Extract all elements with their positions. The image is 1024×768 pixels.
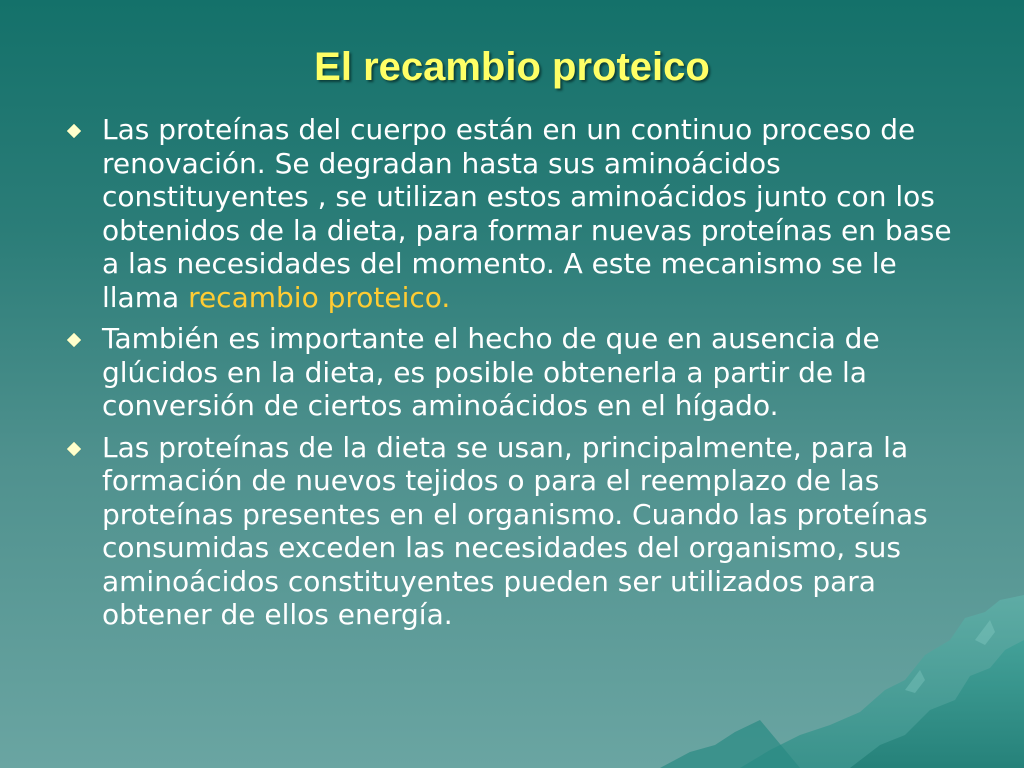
- diamond-bullet-icon: [66, 441, 82, 457]
- bullet-item-renovacion: [64, 113, 964, 314]
- bullet-text: Las proteínas de la dieta se usan, principalmente, para la formación de nuevos tejidos o para el reemplazo de las proteínas presentes en el organismo. Cuando las proteínas consumidas exceden las necesidades del organismo, sus aminoácidos constituyentes pueden ser utilizados para obtener de ellos energía.: [102, 430, 928, 631]
- diamond-bullet-icon: [66, 332, 82, 348]
- bullet-item-dieta: [64, 431, 964, 632]
- bullet-list: [64, 113, 964, 640]
- bullet-text: También es importante el hecho de que en ausencia de glúcidos en la dieta, es posible obtenerla a partir de la conversión de ciertos aminoácidos en el hígado.: [102, 322, 880, 422]
- bullet-item-gluconeogenesis: [64, 322, 964, 423]
- bullet-text: Las proteínas del cuerpo están en un continuo proceso de renovación. Se degradan hasta sus aminoácidos constituyentes , se utilizan estos aminoácidos junto con los obtenidos de la dieta, para formar nuevas proteínas en base a las necesidades del momento. A este mecanismo se le llama: [102, 113, 952, 314]
- highlight-term: recambio proteico.: [188, 280, 451, 314]
- diamond-bullet-icon: [66, 123, 82, 139]
- slide-title: El recambio proteico: [314, 45, 710, 89]
